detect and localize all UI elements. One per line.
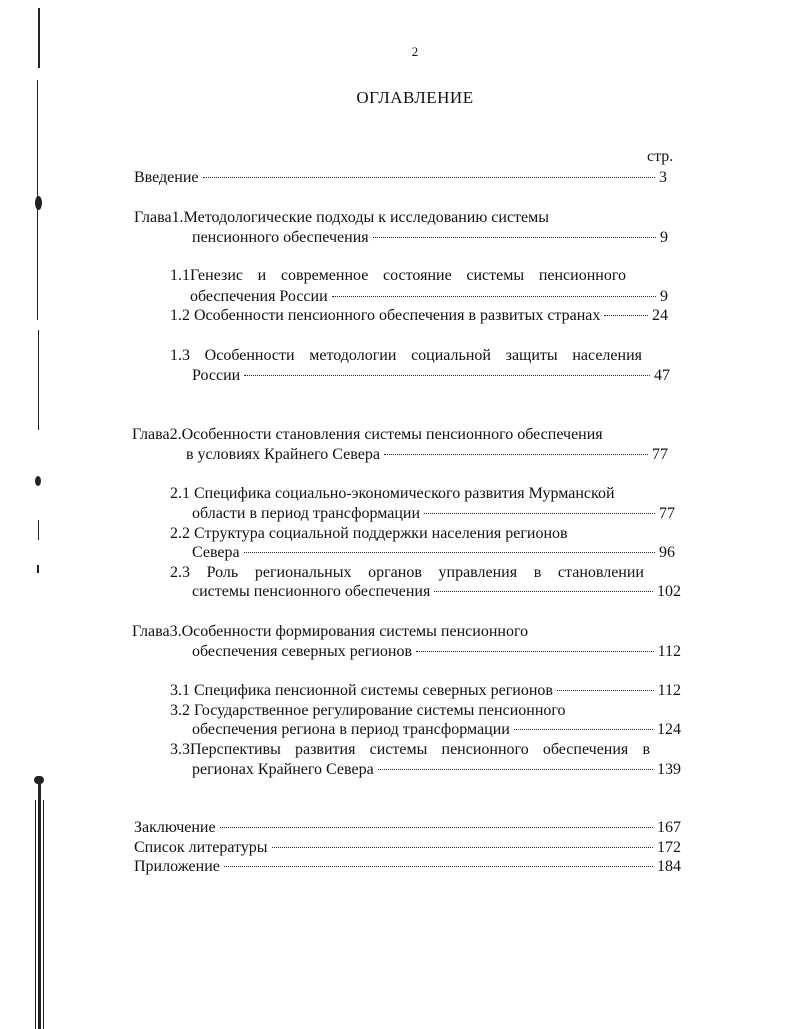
toc-section-3-3: регионах Крайнего Севера 139 bbox=[192, 761, 681, 778]
toc-page-number: 112 bbox=[657, 643, 681, 660]
dot-leader bbox=[272, 847, 653, 848]
dot-leader bbox=[416, 651, 654, 652]
toc-page-number: 96 bbox=[659, 544, 675, 561]
toc-entry-appendix: Приложение 184 bbox=[134, 858, 681, 875]
toc-page-number: 139 bbox=[657, 761, 681, 778]
dot-leader bbox=[424, 513, 655, 514]
dot-leader bbox=[220, 827, 653, 828]
dot-leader bbox=[224, 866, 653, 867]
toc-chapter-3-title: Глава3.Особенности формирования системы пенсионного bbox=[132, 623, 529, 640]
toc-page-number: 184 bbox=[657, 858, 681, 875]
toc-entry-conclusion: Заключение 167 bbox=[134, 819, 681, 836]
toc-entry-references: Список литературы 172 bbox=[134, 839, 681, 856]
toc-entry-intro bbox=[134, 168, 667, 188]
dot-leader bbox=[378, 769, 653, 770]
toc-section-2-3-title: 2.3 Роль региональных органов управления в становлении bbox=[170, 564, 644, 581]
toc-page-number: 3 bbox=[659, 169, 667, 186]
toc-page-number: 124 bbox=[657, 721, 681, 738]
toc-section-3-2-title: 3.2 Государственное регулирование системы пенсионного bbox=[170, 702, 566, 719]
toc-section-2-1-title: 2.1 Специфика социально-экономического развития Мурманской bbox=[170, 485, 615, 502]
dot-leader bbox=[434, 591, 653, 592]
toc-chapter-3: обеспечения северных регионов 112 bbox=[192, 643, 681, 660]
toc-page-number: 47 bbox=[654, 367, 670, 384]
toc-title: ОГЛАВЛЕНИЕ bbox=[356, 88, 474, 107]
toc-chapter-2: в условиях Крайнего Севера 77 bbox=[186, 446, 668, 463]
toc-section-3-1: 3.1 Специфика пенсионной системы северных регионов 112 bbox=[170, 682, 681, 699]
scan-binding-edge bbox=[32, 0, 46, 1029]
toc-section-1-3-title: 1.3 Особенности методологии социальной защиты населения bbox=[170, 347, 642, 364]
toc-section-1-3: России 47 bbox=[192, 367, 670, 384]
toc-page-number: 77 bbox=[659, 505, 675, 522]
toc-chapter-1-title: Глава1.Методологические подходы к исследованию системы bbox=[134, 209, 550, 226]
toc-section-2-3: системы пенсионного обеспечения 102 bbox=[192, 583, 681, 600]
toc-page-number: 112 bbox=[657, 682, 681, 699]
toc-page-number: 77 bbox=[652, 446, 668, 463]
toc-chapter-2-title: Глава2.Особенности становления системы пенсионного обеспечения bbox=[132, 426, 603, 443]
dot-leader bbox=[203, 177, 656, 178]
toc-page-number: 24 bbox=[652, 307, 668, 324]
dot-leader bbox=[604, 315, 648, 316]
dot-leader bbox=[244, 552, 655, 553]
dot-leader bbox=[557, 690, 654, 691]
page-number: 2 bbox=[411, 44, 419, 59]
page-column-label: стр. bbox=[647, 148, 674, 165]
toc-chapter-1: пенсионного обеспечения 9 bbox=[192, 229, 668, 246]
dot-leader bbox=[384, 454, 648, 455]
dot-leader bbox=[514, 729, 653, 730]
toc-page-number: 167 bbox=[657, 819, 681, 836]
toc-section-3-3-title: 3.3Перспективы развития системы пенсионного обеспечения в bbox=[170, 741, 650, 758]
toc-page-number: 9 bbox=[660, 229, 668, 246]
toc-section-1-2: 1.2 Особенности пенсионного обеспечения в развитых странах 24 bbox=[170, 307, 668, 324]
toc-section-2-1: области в период трансформации 77 bbox=[192, 505, 675, 522]
toc-section-1-1: обеспечения России 9 bbox=[190, 288, 668, 305]
dot-leader bbox=[244, 375, 650, 376]
toc-section-2-2: Севера 96 bbox=[192, 544, 675, 561]
toc-entry-text: Введение bbox=[134, 169, 199, 186]
toc-section-3-2: обеспечения региона в период трансформации 124 bbox=[192, 721, 681, 738]
toc-section-1-1-title: 1.1Генезис и современное состояние системы пенсионного bbox=[170, 267, 626, 284]
toc-section-2-2-title: 2.2 Структура социальной поддержки населения регионов bbox=[170, 525, 568, 542]
dot-leader bbox=[373, 237, 656, 238]
dot-leader bbox=[332, 296, 656, 297]
toc-page-number: 9 bbox=[660, 288, 668, 305]
toc-page-number: 102 bbox=[657, 583, 681, 600]
toc-page-number: 172 bbox=[657, 839, 681, 856]
